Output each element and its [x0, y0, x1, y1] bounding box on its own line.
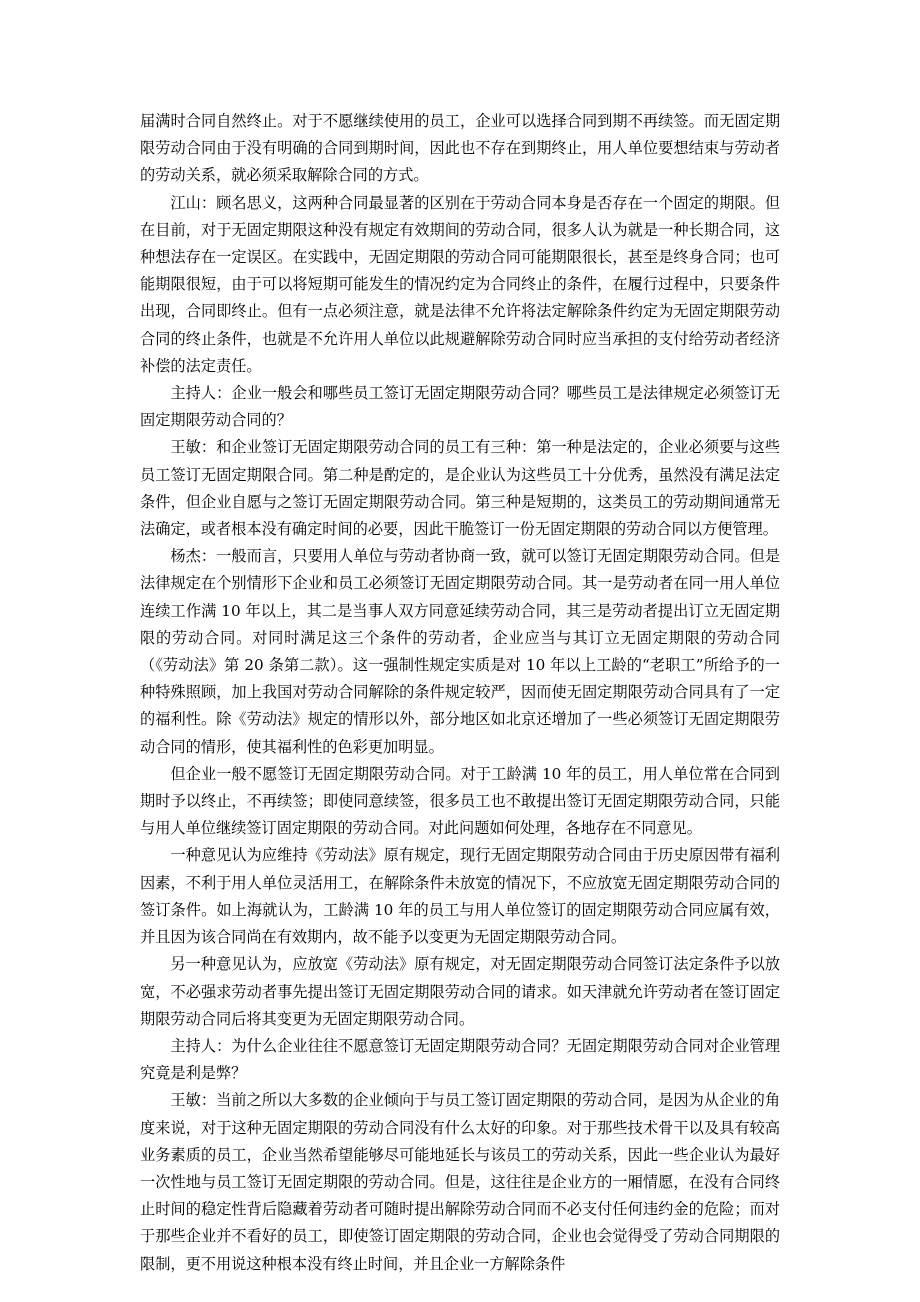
paragraph-continuation: 届满时合同自然终止。对于不愿继续使用的员工，企业可以选择合同到期不再续签。而无固定期限劳动合同由于没有明确的合同到期时间，因此也不存在到期终止，用人单位要想结束与劳动者的劳动关系，就必须采取解除合同的方式。	[140, 112, 780, 185]
paragraph-enterprise-reluctance: 但企业一般不愿签订无固定期限劳动合同。对于工龄满 10 年的员工，用人单位常在合同到期时予以终止，不再续签；即使同意续签，很多员工也不敢提出签订无固定期限劳动合同，只能与用人单位继续签订固定期限的劳动合同。对此问题如何处理，各地存在不同意见。	[140, 764, 780, 838]
paragraph-wangmin-2: 王敏：当前之所以大多数的企业倾向于与员工签订固定期限的劳动合同，是因为从企业的角度来说，对于这种无固定期限的劳动合同没有什么太好的印象。对于那些技术骨干以及具有较高业务素质的员工，企业当然希望能够尽可能地延长与该员工的劳动关系，因此一些企业认为最好一次性地与员工签订无固定期限的劳动合同。但是，这往往是企业方的一厢情愿，在没有合同终止时间的稳定性背后隐藏着劳动者可随时提出解除劳动合同而不必支付任何违约金的危险；而对于那些企业并不看好的员工，即使签订固定期限的劳动合同，企业也会觉得受了劳动合同期限的限制，更不用说这种根本没有终止时间，并且企业一方解除条件	[140, 1091, 780, 1273]
paragraph-wangmin-1: 王敏：和企业签订无固定期限劳动合同的员工有三种：第一种是法定的，企业必须要与这些员工签订无固定期限合同。第二种是酌定的，是企业认为这些员工十分优秀，虽然没有满足法定条件，但企业自愿与之签订无固定期限劳动合同。第三种是短期的，这类员工的劳动期间通常无法确定，或者根本没有确定时间的必要，因此干脆签订一份无固定期限的劳动合同以方便管理。	[140, 438, 780, 539]
paragraph-host-question-2: 主持人：为什么企业往往不愿意签订无固定期限劳动合同？无固定期限劳动合同对企业管理究竟是利是弊？	[140, 1036, 780, 1083]
document-body	[140, 108, 780, 1278]
paragraph-host-question-1: 主持人：企业一般会和哪些员工签订无固定期限劳动合同？哪些员工是法律规定必须签订无固定期限劳动合同的？	[140, 384, 780, 430]
paragraph-opinion-two: 另一种意见认为，应放宽《劳动法》原有规定，对无固定期限劳动合同签订法定条件予以放宽，不必强求劳动者事先提出签订无固定期限劳动合同的请求。如天津就允许劳动者在签订固定期限劳动合同后将其变更为无固定期限劳动合同。	[140, 955, 780, 1028]
paragraph-yangjie: 杨杰：一般而言，只要用人单位与劳动者协商一致，就可以签订无固定期限劳动合同。但是法律规定在个别情形下企业和员工必须签订无固定期限劳动合同。其一是劳动者在同一用人单位连续工作满 10 年以上，其二是当事人双方同意延续劳动合同，其三是劳动者提出订立无固定期限的劳动合同。对同时满足这三个条件的劳动者，企业应当与其订立无固定期限的劳动合同（《劳动法》第 20 条第二款）。这一强制性规定实质是对 10 年以上工龄的“老职工”所给予的一种特殊照顾，加上我国对劳动合同解除的条件规定较严，因而使无固定期限劳动合同具有了一定的福利性。除《劳动法》规定的情形以外，部分地区如北京还增加了一些必须签订无固定期限劳动合同的情形，使其福利性的色彩更加明显。	[140, 547, 780, 756]
paragraph-jiangshan: 江山：顾名思义，这两种合同最显著的区别在于劳动合同本身是否存在一个固定的期限。但在目前，对于无固定期限这种没有规定有效期间的劳动合同，很多人认为就是一种长期合同，这种想法存在一定误区。在实践中，无固定期限的劳动合同可能期限很长，甚至是终身合同；也可能期限很短，由于可以将短期可能发生的情况约定为合同终止的条件，在履行过程中，只要条件出现，合同即终止。但有一点必须注意，就是法律不允许将法定解除条件约定为无固定期限劳动合同的终止条件，也就是不允许用人单位以此规避解除劳动合同时应当承担的支付给劳动者经济补偿的法定责任。	[140, 193, 780, 375]
paragraph-opinion-one: 一种意见认为应维持《劳动法》原有规定，现行无固定期限劳动合同由于历史原因带有福利因素，不利于用人单位灵活用工，在解除条件未放宽的情况下，不应放宽无固定期限劳动合同的签订条件。如上海就认为，工龄满 10 年的员工与用人单位签订的固定期限劳动合同应属有效，并且因为该合同尚在有效期内，故不能予以变更为无固定期限劳动合同。	[140, 846, 780, 947]
